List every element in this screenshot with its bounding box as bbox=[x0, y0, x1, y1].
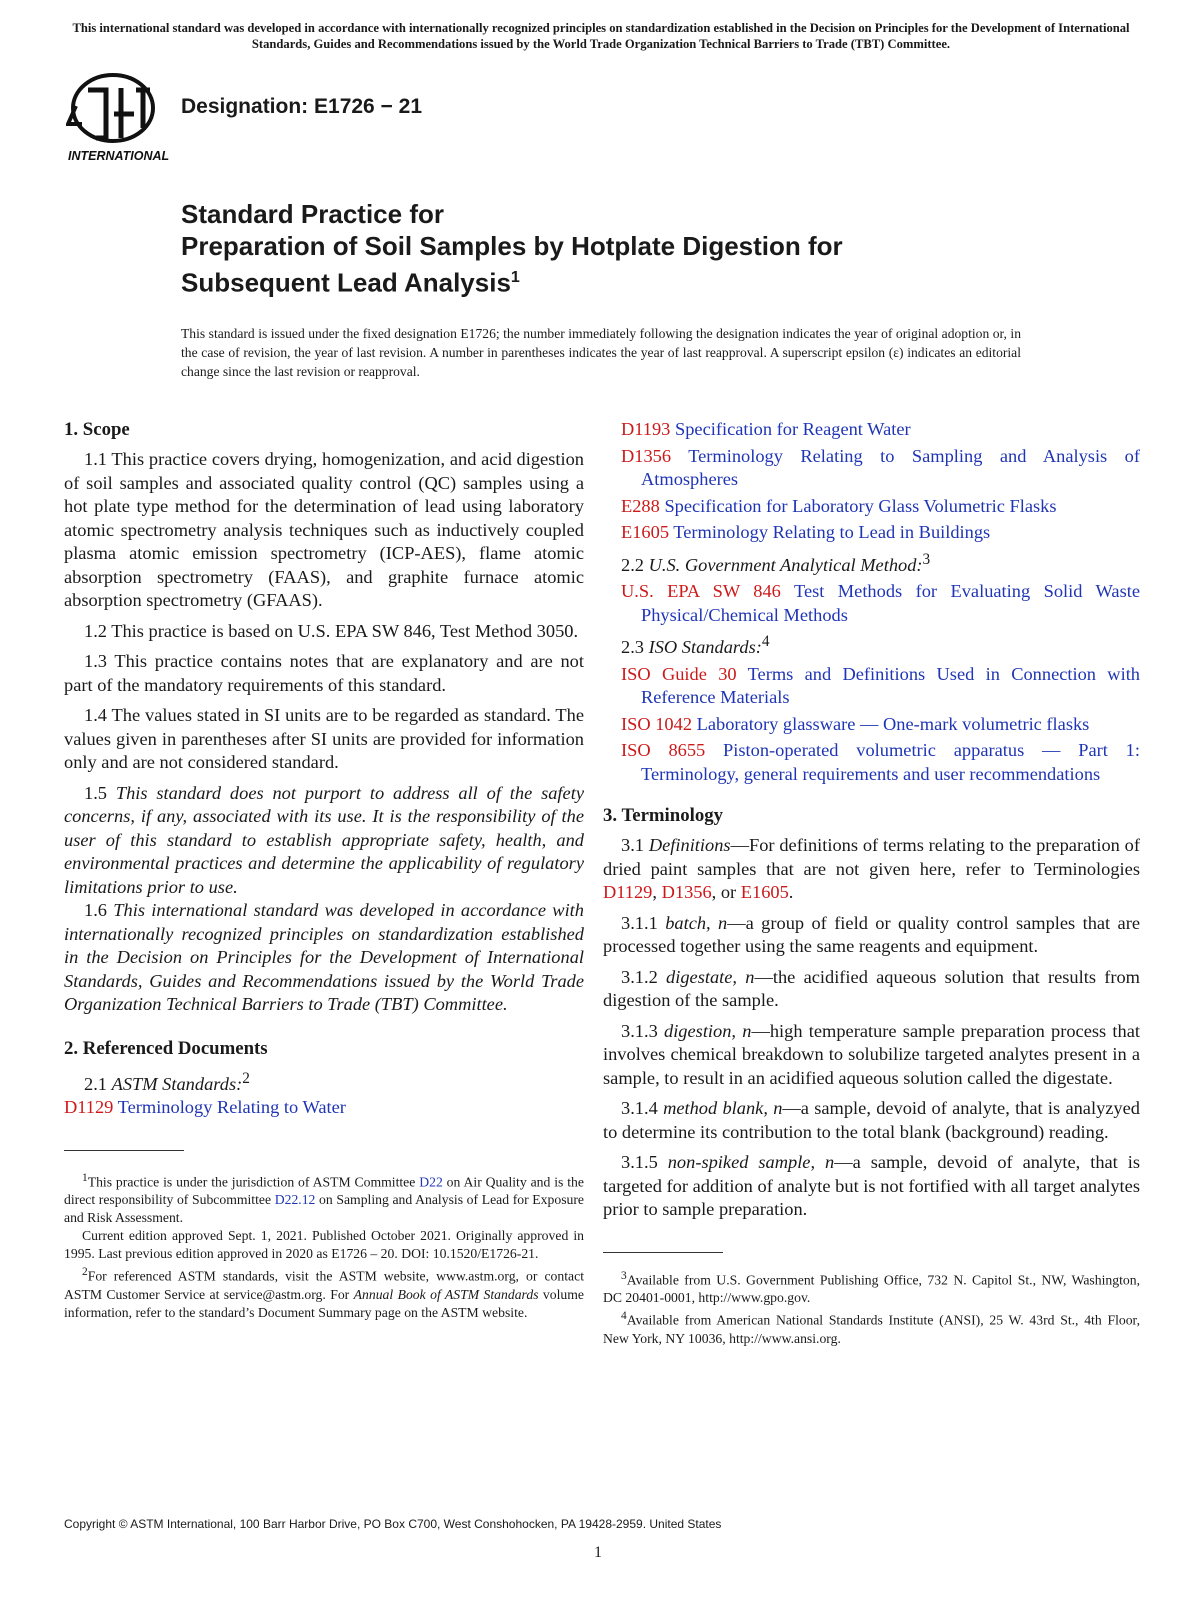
ref-d1129[interactable]: D1129 Terminology Relating to Water bbox=[64, 1097, 346, 1118]
ref-d1193[interactable]: D1193 Specification for Reagent Water bbox=[621, 419, 911, 439]
para-1-4: 1.4 The values stated in SI units are to be regarded as standard. The values given in parentheses after SI units are provided for information only and are not considered standard. bbox=[64, 705, 584, 772]
footnotes-right bbox=[603, 1267, 1140, 1348]
copyright: Copyright © ASTM International, 100 Barr Harbor Drive, PO Box C700, West Conshohocken, PA 19428-2959. United States bbox=[64, 1517, 722, 1531]
scope-heading: 1. Scope bbox=[64, 419, 130, 440]
title-footnote-mark: 1 bbox=[510, 269, 520, 286]
footnotes-left bbox=[64, 1169, 584, 1322]
terminology-heading: 3. Terminology bbox=[603, 805, 724, 827]
ref-iso-1042[interactable]: ISO 1042 Laboratory glassware — One-mark volumetric flasks bbox=[621, 713, 1090, 734]
def-3-1-1: 3.1.1 batch, n—a group of field or quality control samples that are processed together using the same reagents and equipment. bbox=[603, 912, 1141, 957]
term-ref-e1605[interactable]: E1605 bbox=[740, 882, 789, 903]
ref-epa-sw846[interactable]: U.S. EPA SW 846 Test Methods for Evaluating Solid Waste Physical/Chemical Methods bbox=[621, 581, 1141, 625]
ref-iso-8655[interactable]: ISO 8655 Piston-operated volumetric apparatus — Part 1: Terminology, general requirements and user recommendations bbox=[621, 740, 1140, 784]
para-1-1: 1.1 This practice covers drying, homogenization, and acid digestion of soil samples and associated quality control (QC) samples using a hot plate type method for the determination of lead using laboratory atomic spectrometry analysis techniques such as inductively coupled plasma atomic emission spectrometry (ICP-AES), flame atomic absorption spectrometry (FAAS), and graphite furnace atomic absorption spectrometry (GFAAS). bbox=[64, 449, 584, 610]
title-line-2: Preparation of Soil Samples by Hotplate Digestion for bbox=[181, 231, 843, 261]
left-column bbox=[64, 418, 584, 1322]
document-title bbox=[181, 198, 1081, 299]
refdocs-heading: 2. Referenced Documents bbox=[64, 1037, 268, 1059]
para-2-1: 2.1 ASTM Standards:$^2$ bbox=[84, 1069, 250, 1094]
ref-e288[interactable]: E288 Specification for Laboratory Glass Volumetric Flasks bbox=[621, 495, 1057, 516]
footnote-rule-right bbox=[603, 1252, 723, 1253]
para-2-2: 2.2 U.S. Government Analytical Method:$^3$ bbox=[621, 550, 931, 575]
designation: Designation: E1726 − 21 bbox=[181, 95, 423, 118]
right-column bbox=[603, 418, 1141, 1348]
ref-e1605[interactable]: E1605 Terminology Relating to Lead in Buildings bbox=[621, 522, 991, 542]
para-1-5: 1.5 This standard does not purport to address all of the safety concerns, if any, associated with its use. It is the responsibility of the user of this standard to establish appropriate safety, health, and environmental practices and determine the applicability of regulatory limitations prior to use. bbox=[64, 782, 584, 897]
para-2-3: 2.3 ISO Standards:$^4$ bbox=[621, 633, 770, 658]
footnote-rule-left bbox=[64, 1150, 184, 1151]
footnote-3: $^3$Available from U.S. Government Publishing Office, 732 N. Capitol St., NW, Washington, DC 20401-0001, http://www.gpo.gov. bbox=[603, 1269, 1140, 1306]
para-3-1: 3.1 Definitions—For definitions of terms relating to the preparation of dried paint samples that are not given here, refer to Terminologies D1129, D1356, or E1605. bbox=[603, 835, 1140, 903]
footnote-link-d22-12[interactable]: D22.12 bbox=[274, 1192, 316, 1208]
footnote-1-edition: Current edition approved Sept. 1, 2021. Published October 2021. Originally approved in 1995. Last previous edition approved in 2020 as E1726 – 20. DOI: 10.1520/E1726-21. bbox=[64, 1228, 584, 1262]
para-1-6: 1.6 This international standard was developed in accordance with internationally recognized principles on standardization established in the Decision on Principles for the Development of International Standards, Guides and Recommendations issued by the World Trade Organization Technical Barriers to Trade (TBT) Committee. bbox=[64, 900, 584, 1014]
footnote-link-d22[interactable]: D22 bbox=[419, 1174, 443, 1190]
def-3-1-3: 3.1.3 digestion, n—high temperature sample preparation process that involves chemical breakdown to solubilize targeted analytes present in a sample, to result in an acidified aqueous solution called the digestate. bbox=[603, 1020, 1140, 1088]
def-3-1-5: 3.1.5 non-spiked sample, n—a sample, devoid of analyte, that is targeted for addition of analyte but is not fortified with all target analytes prior to sample preparation. bbox=[603, 1152, 1140, 1220]
title-line-1: Standard Practice for bbox=[181, 199, 444, 229]
ref-iso-guide-30[interactable]: ISO Guide 30 Terms and Definitions Used in Connection with Reference Materials bbox=[621, 663, 1141, 708]
ref-d1356[interactable]: D1356 Terminology Relating to Sampling and Analysis of Atmospheres bbox=[621, 445, 1140, 489]
page-number: 1 bbox=[594, 1544, 602, 1561]
footnote-2: $^2$For referenced ASTM standards, visit the ASTM website, www.astm.org, or contact ASTM Customer Service at service@astm.org. For Annual Book of ASTM Standards volume information, refer to the standard’s Document Summary page on the ASTM website. bbox=[64, 1266, 584, 1320]
def-3-1-2: 3.1.2 digestate, n—the acidified aqueous solution that results from digestion of the sample. bbox=[603, 966, 1140, 1011]
footnote-4: $^4$Available from American National Standards Institute (ANSI), 25 W. 43rd St., 4th Floor, New York, NY 10036, http://www.ansi.org. bbox=[603, 1310, 1140, 1346]
para-1-3: 1.3 This practice contains notes that are explanatory and are not part of the mandatory requirements of this standard. bbox=[64, 651, 584, 695]
term-ref-d1129[interactable]: D1129 bbox=[603, 882, 653, 903]
para-1-2: 1.2 This practice is based on U.S. EPA SW 846, Test Method 3050. bbox=[84, 620, 579, 641]
issued-note: This standard is issued under the fixed designation E1726; the number immediately following the designation indicates the year of original adoption or, in the case of revision, the year of last revision. A number in parentheses indicates the year of last reapproval. A superscript epsilon (ε) indicates an editorial change since the last revision or reapproval. bbox=[181, 326, 1021, 379]
term-ref-d1356[interactable]: D1356 bbox=[661, 882, 712, 903]
astm-logo bbox=[66, 68, 170, 168]
wto-notice: This international standard was developed in accordance with internationally recognized principles on standardization established in the Decision on Principles for the Development of International Standards, Guides and Recommendations issued by the World Trade Organization Technical Barriers to Trade (TBT) Committee. bbox=[72, 21, 1130, 51]
def-3-1-4: 3.1.4 method blank, n—a sample, devoid of analyte, that is analyzyed to determine its contribution to the total blank (background) reading. bbox=[603, 1098, 1140, 1142]
footnote-1: $^1$This practice is under the jurisdiction of ASTM Committee D22 on Air Quality and is the direct responsibility of Subcommittee D22.12 on Sampling and Analysis of Lead for Exposure and Risk Assessment. bbox=[64, 1171, 585, 1226]
title-line-3: Subsequent Lead Analysis bbox=[181, 267, 511, 298]
logo-org-text: INTERNATIONAL bbox=[68, 149, 170, 163]
